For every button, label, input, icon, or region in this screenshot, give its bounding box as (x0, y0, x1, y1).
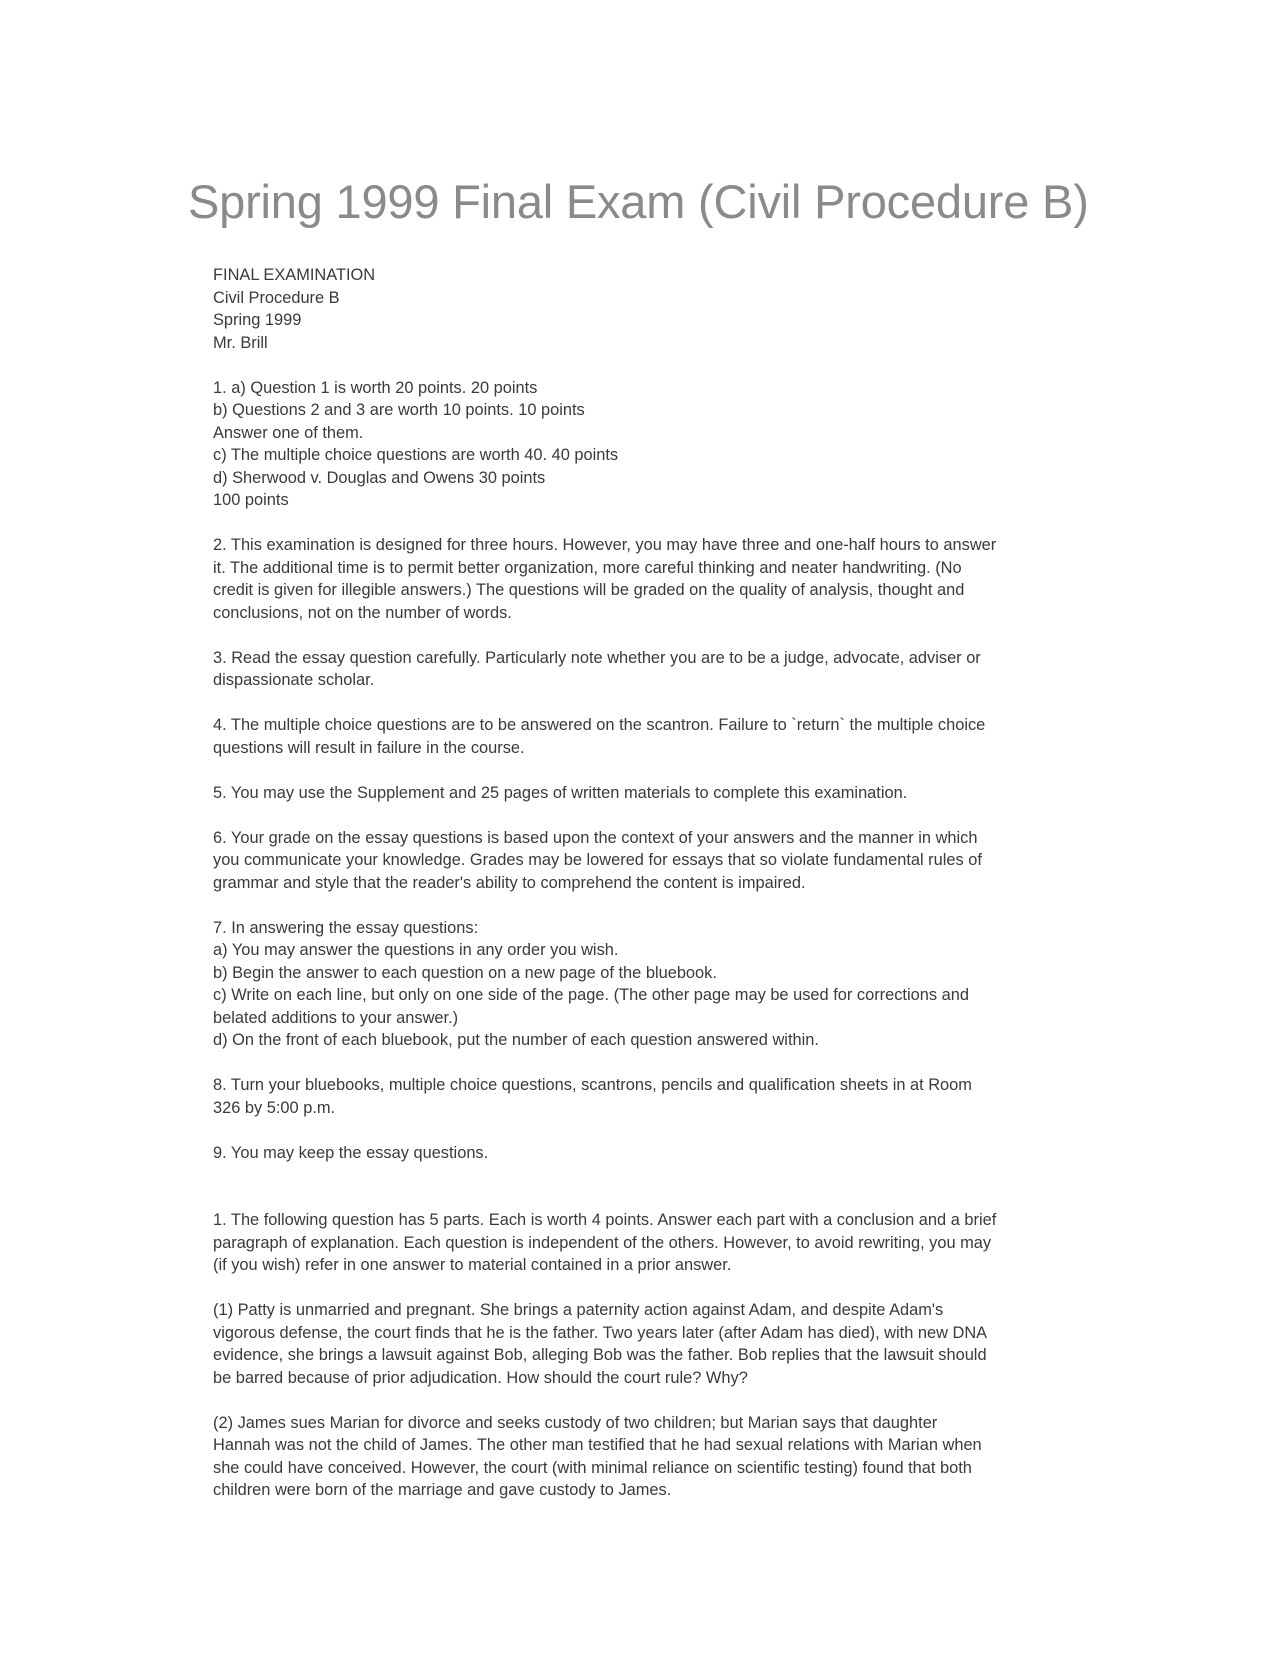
instruction-line: it. The additional time is to permit better organization, more careful thinking and neater handwriting. (No (213, 558, 962, 577)
instruction-item-5 (213, 782, 1073, 805)
instruction-line: 5. You may use the Supplement and 25 pages of written materials to complete this examination. (213, 783, 908, 802)
instruction-line: 2. This examination is designed for three hours. However, you may have three and one-half hours to answer (213, 536, 997, 554)
exam-header-line: Spring 1999 (213, 311, 302, 329)
question-line: (if you wish) refer in one answer to material contained in a prior answer. (213, 1256, 732, 1274)
instruction-line: conclusions, not on the number of words. (213, 603, 512, 622)
instruction-line: belated additions to your answer.) (213, 1008, 459, 1027)
instruction-line: credit is given for illegible answers.) The questions will be graded on the quality of analysis, thought and (213, 581, 965, 599)
instruction-item-8 (213, 1074, 1073, 1119)
instruction-line: 326 by 5:00 p.m. (213, 1098, 336, 1117)
instruction-line: b) Begin the answer to each question on a new page of the bluebook. (213, 963, 717, 982)
instruction-line: grammar and style that the reader's ability to comprehend the content is impaired. (213, 873, 806, 892)
exam-header-block (213, 264, 1073, 354)
instruction-line: 3. Read the essay question carefully. Particularly note whether you are to be a judge, advocate, adviser or (213, 648, 981, 667)
instruction-item-1 (213, 377, 1073, 512)
instruction-line: c) The multiple choice questions are worth 40. 40 points (213, 446, 619, 464)
question-line: paragraph of explanation. Each question is independent of the others. However, to avoid rewriting, you may (213, 1233, 992, 1252)
exam-header-line: Civil Procedure B (213, 288, 340, 307)
instruction-item-3 (213, 647, 1073, 692)
question-line: she could have conceived. However, the court (with minimal reliance on scientific testing) found that both (213, 1458, 972, 1477)
question-line: Hannah was not the child of James. The other man testified that he had sexual relations with Marian when (213, 1436, 982, 1454)
instruction-line: 100 points (213, 491, 289, 509)
page-title: Spring 1999 Final Exam (Civil Procedure B) (188, 175, 1089, 228)
question-line: 1. The following question has 5 parts. Each is worth 4 points. Answer each part with a conclusion and a brief (213, 1211, 997, 1229)
instruction-line: 4. The multiple choice questions are to be answered on the scantron. Failure to `return` the multiple choice (213, 716, 986, 734)
instruction-line: d) On the front of each bluebook, put the number of each question answered within. (213, 1031, 819, 1049)
question-line: (1) Patty is unmarried and pregnant. She brings a paternity action against Adam, and despite Adam's (213, 1301, 944, 1319)
instruction-item-7 (213, 917, 1073, 1052)
instruction-line: 9. You may keep the essay questions. (213, 1143, 489, 1162)
instruction-line: d) Sherwood v. Douglas and Owens 30 points (213, 468, 546, 487)
question-line: children were born of the marriage and gave custody to James. (213, 1481, 672, 1499)
instruction-line: 1. a) Question 1 is worth 20 points. 20 points (213, 378, 538, 397)
exam-header-line: Mr. Brill (213, 333, 268, 352)
question-1-intro (213, 1209, 1073, 1277)
document-body (213, 264, 1073, 1524)
question-line: be barred because of prior adjudication. How should the court rule? Why? (213, 1368, 748, 1387)
instruction-line: dispassionate scholar. (213, 671, 375, 689)
instruction-line: Answer one of them. (213, 423, 364, 442)
instruction-line: questions will result in failure in the course. (213, 738, 525, 757)
instruction-line: 7. In answering the essay questions: (213, 918, 479, 937)
instruction-line: b) Questions 2 and 3 are worth 10 points. 10 points (213, 401, 585, 419)
question-1-part-2 (213, 1412, 1073, 1502)
exam-header-line: FINAL EXAMINATION (213, 266, 376, 284)
section-spacer (213, 1187, 1073, 1210)
instruction-item-6 (213, 827, 1073, 895)
question-1-part-1 (213, 1299, 1073, 1389)
instruction-item-4 (213, 714, 1073, 759)
instruction-item-2 (213, 534, 1073, 624)
instruction-item-9 (213, 1142, 1073, 1165)
question-line: vigorous defense, the court finds that he is the father. Two years later (after Adam has died), with new DNA (213, 1323, 988, 1342)
question-line: evidence, she brings a lawsuit against Bob, alleging Bob was the father. Bob replies that the lawsuit should (213, 1346, 987, 1364)
instruction-line: 6. Your grade on the essay questions is based upon the context of your answers and the manner in which (213, 828, 978, 847)
question-line: (2) James sues Marian for divorce and seeks custody of two children; but Marian says that daughter (213, 1413, 938, 1432)
instruction-line: a) You may answer the questions in any order you wish. (213, 941, 619, 959)
instruction-line: you communicate your knowledge. Grades may be lowered for essays that so violate fundamental rules of (213, 851, 982, 869)
instruction-line: c) Write on each line, but only on one side of the page. (The other page may be used for corrections and (213, 986, 969, 1004)
instruction-line: 8. Turn your bluebooks, multiple choice questions, scantrons, pencils and qualification sheets in at Room (213, 1076, 972, 1094)
